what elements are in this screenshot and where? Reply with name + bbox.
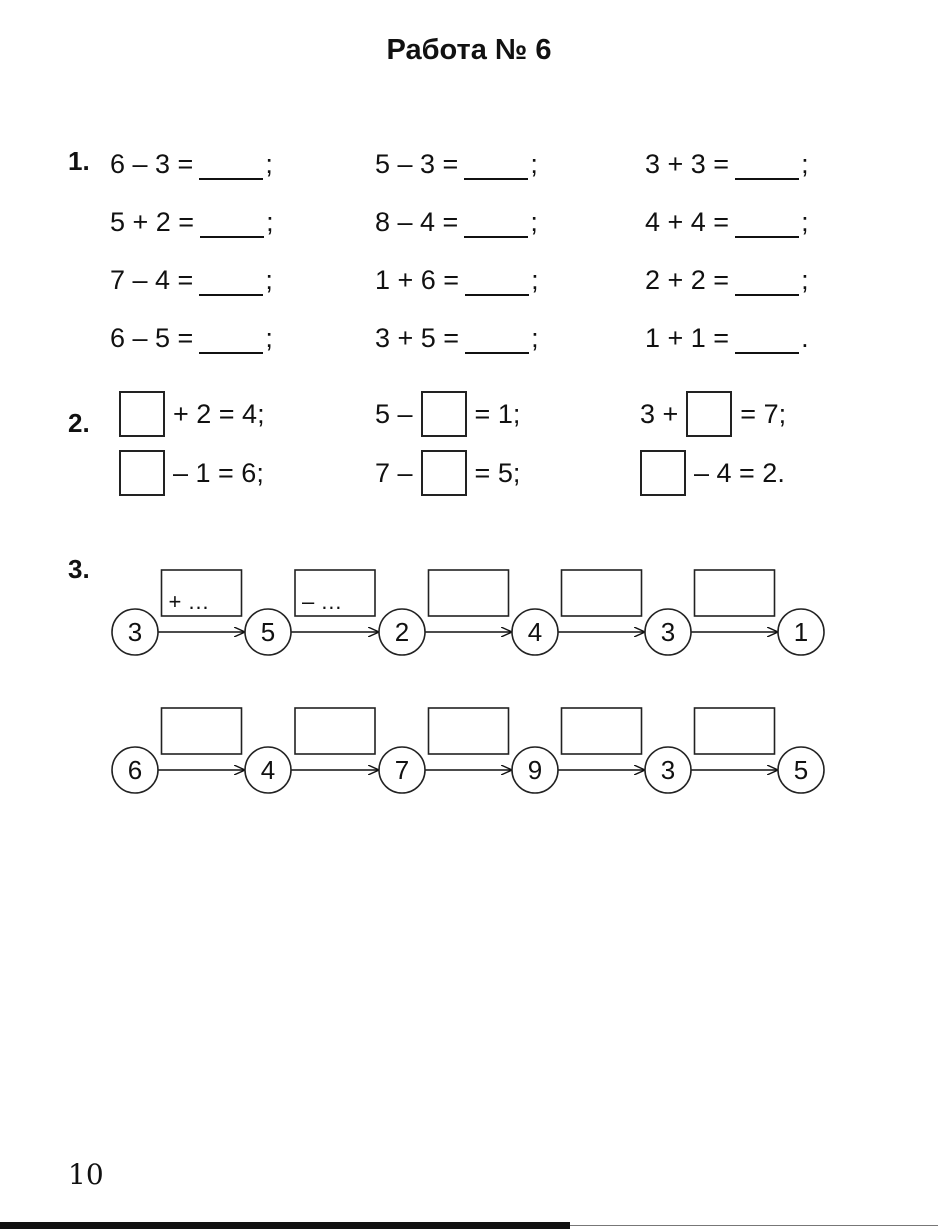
equation-before: 3 +: [640, 398, 679, 429]
expression-text: 7 – 4 =: [110, 265, 194, 295]
operation-box[interactable]: [562, 708, 642, 754]
expression-text: 1 + 6 =: [375, 265, 460, 295]
expression-text: 6 – 3 =: [110, 149, 194, 179]
equation-after: = 7;: [740, 398, 787, 429]
equation-after: – 1 = 6;: [173, 457, 264, 488]
chain-node-value: 5: [793, 755, 809, 785]
equation-after: = 1;: [474, 398, 521, 429]
expression-end: ;: [265, 149, 273, 179]
chain-node-value: 3: [660, 755, 676, 785]
chain-node-value: 3: [660, 617, 676, 647]
equation-before: 5 –: [375, 398, 413, 429]
chain-node-value: 5: [260, 617, 276, 647]
page-title: Работа № 6: [386, 34, 552, 66]
equation-after: + 2 = 4;: [173, 398, 265, 429]
task-1-number: 1.: [68, 146, 90, 176]
operation-box[interactable]: [695, 708, 775, 754]
operation-box[interactable]: [562, 570, 642, 616]
expression-end: ;: [801, 149, 809, 179]
expression-end: ;: [265, 323, 273, 353]
expression-text: 2 + 2 =: [645, 265, 730, 295]
chain-node-value: 3: [127, 617, 143, 647]
expression-end: .: [801, 323, 809, 353]
operation-label: – …: [302, 589, 343, 614]
operation-label: + …: [168, 589, 210, 614]
page-number: 10: [68, 1158, 104, 1191]
chain-node-value: 6: [127, 755, 143, 785]
expression-text: 4 + 4 =: [645, 207, 730, 237]
expression-text: 1 + 1 =: [645, 323, 730, 353]
chain-node-value: 4: [260, 755, 276, 785]
equation-before: 7 –: [375, 457, 413, 488]
bottom-rule-thin: [570, 1225, 938, 1226]
expression-text: 3 + 5 =: [375, 323, 460, 353]
expression-end: ;: [530, 149, 538, 179]
expression-end: ;: [531, 265, 539, 295]
expression-text: 5 – 3 =: [375, 149, 459, 179]
operation-box[interactable]: [695, 570, 775, 616]
bottom-rule: [0, 1222, 570, 1229]
operation-box[interactable]: [295, 708, 375, 754]
operation-box[interactable]: [429, 708, 509, 754]
expression-end: ;: [266, 207, 274, 237]
expression-end: ;: [265, 265, 273, 295]
expression-text: 8 – 4 =: [375, 207, 459, 237]
expression-text: 6 – 5 =: [110, 323, 194, 353]
chain-node-value: 2: [394, 617, 410, 647]
chain-node-value: 9: [527, 755, 543, 785]
equation-after: – 4 = 2.: [694, 457, 785, 488]
expression-text: 5 + 2 =: [110, 207, 195, 237]
chain-node-value: 1: [793, 617, 809, 647]
expression-end: ;: [531, 323, 539, 353]
equation-after: = 5;: [474, 457, 521, 488]
operation-box[interactable]: [429, 570, 509, 616]
expression-text: 3 + 3 =: [645, 149, 730, 179]
chain-node-value: 4: [527, 617, 543, 647]
task-2-number: 2.: [68, 408, 90, 438]
expression-end: ;: [801, 265, 809, 295]
expression-end: ;: [801, 207, 809, 237]
expression-end: ;: [530, 207, 538, 237]
chain-node-value: 7: [394, 755, 410, 785]
task-3-number: 3.: [68, 554, 90, 584]
operation-box[interactable]: [162, 708, 242, 754]
